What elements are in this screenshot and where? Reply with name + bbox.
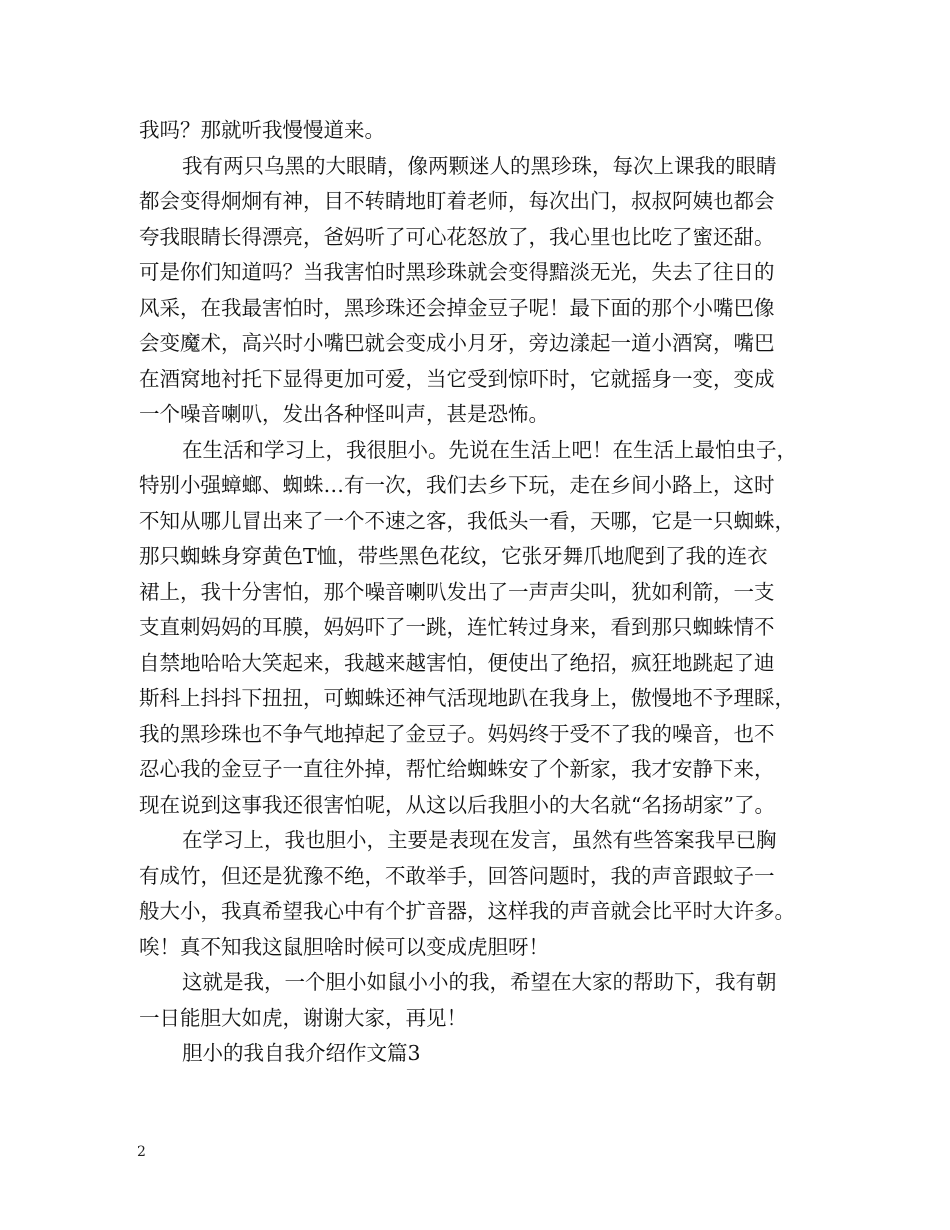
text-line: 我吗？那就听我慢慢道来。 [139, 118, 385, 142]
text-line: 自禁地哈哈大笑起来，我越来越害怕，便使出了绝招，疯狂地跳起了迪 [139, 650, 775, 675]
text-line: 我有两只乌黑的大眼睛，像两颗迷人的黑珍珠，每次上课我的眼睛 [182, 153, 777, 178]
text-line: 有成竹，但还是犹豫不绝，不敢举手，回答问题时，我的声音跟蚊子一 [139, 863, 775, 888]
text-line: 特别小强蟑螂、蜘蛛…有一次，我们去乡下玩，走在乡间小路上，这时 [139, 473, 775, 497]
paragraph-study [139, 823, 829, 965]
text-line: 都会变得炯炯有神，目不转睛地盯着老师，每次出门，叔叔阿姨也都会 [139, 189, 775, 213]
text-line: 斯科上抖抖下扭扭，可蜘蛛还神气活现地趴在我身上，傲慢地不予理睬， [139, 686, 795, 710]
text-line: 一个噪音喇叭，发出各种怪叫声，甚是恐怖。 [139, 402, 549, 426]
text-line: 这就是我，一个胆小如鼠小小的我，希望在大家的帮助下，我有朝 [182, 970, 777, 994]
text-line: 现在说到这事我还很害怕呢，从这以后我胆小的大名就“名扬胡家”了。 [139, 792, 775, 817]
text-line: 在生活和学习上，我很胆小。先说在生活上吧！在生活上最怕虫子， [182, 437, 797, 462]
text-line: 风采，在我最害怕时，黑珍珠还会掉金豆子呢！最下面的那个小嘴巴像 [139, 295, 775, 320]
text-line: 唉！真不知我这鼠胆啥时候可以变成虎胆呀！ [139, 934, 549, 959]
paragraph-eyes-mouth [139, 149, 829, 433]
text-line: 不知从哪儿冒出来了一个不速之客，我低头一看，天哪，它是一只蜘蛛， [139, 508, 795, 533]
page-number: 2 [137, 1144, 146, 1160]
text-line: 夸我眼睛长得漂亮，爸妈听了可心花怒放了，我心里也比吃了蜜还甜。 [139, 224, 775, 249]
document-body [139, 113, 829, 1072]
text-line: 支直刺妈妈的耳膜，妈妈吓了一跳，连忙转过身来，看到那只蜘蛛情不 [139, 615, 775, 639]
text-line: 忍心我的金豆子一直往外掉，帮忙给蜘蛛安了个新家，我才安静下来， [139, 757, 775, 781]
section-heading-text: 胆小的我自我介绍作文篇3 [182, 1041, 421, 1065]
text-line: 我的黑珍珠也不争气地掉起了金豆子。妈妈终于受不了我的噪音，也不 [139, 721, 775, 746]
paragraph-life-spider [139, 433, 829, 824]
text-line: 在学习上，我也胆小，主要是表现在发言，虽然有些答案我早已胸 [182, 828, 777, 852]
paragraph-intro-continuation [139, 113, 829, 149]
text-line: 在酒窝地衬托下显得更加可爱，当它受到惊吓时，它就摇身一变，变成 [139, 366, 775, 391]
text-line: 那只蜘蛛身穿黄色T恤，带些黑色花纹，它张牙舞爪地爬到了我的连衣 [139, 544, 768, 568]
section-heading [139, 1036, 829, 1072]
text-line: 会变魔术，高兴时小嘴巴就会变成小月牙，旁边漾起一道小酒窝，嘴巴 [139, 331, 775, 355]
text-line: 般大小，我真希望我心中有个扩音器，这样我的声音就会比平时大许多。 [139, 899, 795, 923]
text-line: 一日能胆大如虎，谢谢大家，再见！ [139, 1005, 467, 1030]
text-line: 裙上，我十分害怕，那个噪音喇叭发出了一声声尖叫，犹如利箭，一支 [139, 579, 775, 604]
paragraph-closing [139, 965, 829, 1036]
text-line: 可是你们知道吗？当我害怕时黑珍珠就会变得黯淡无光，失去了往日的 [139, 260, 775, 284]
